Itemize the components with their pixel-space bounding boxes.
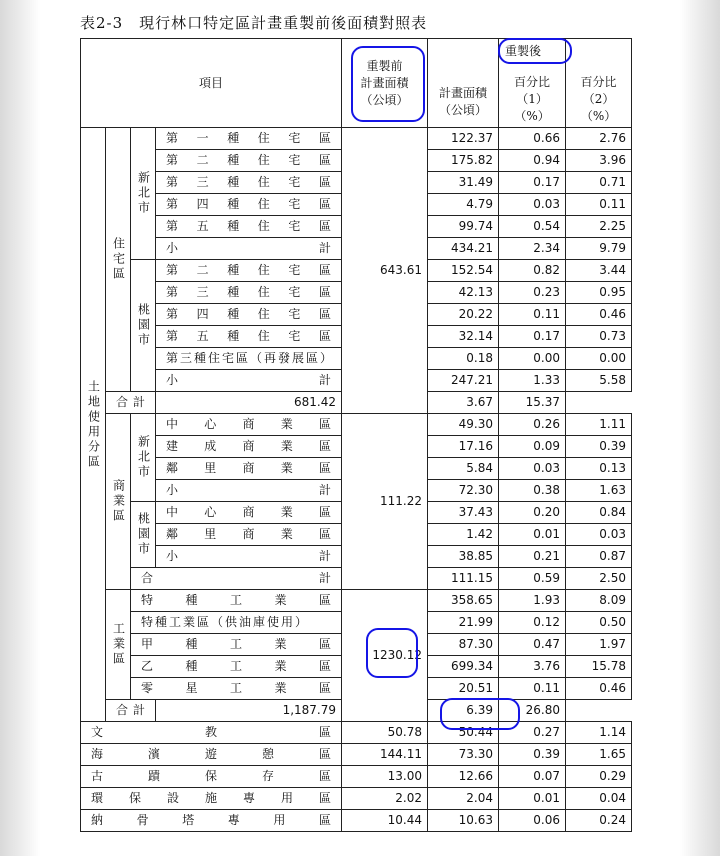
row-label (81, 744, 342, 766)
after-area: 1.42 (428, 524, 499, 546)
after-area: 247.21 (428, 370, 499, 392)
header-pct2 (566, 39, 632, 128)
after-area: 4.79 (428, 194, 499, 216)
group-industrial (106, 590, 131, 700)
percent-2: 1.11 (566, 414, 632, 436)
header-after-title: 重製後 (505, 44, 542, 58)
after-area: 2.04 (428, 788, 499, 810)
after-area: 111.15 (428, 568, 499, 590)
group-residential-text: 住宅區 (111, 237, 126, 282)
row-label-text: 小 計 (166, 241, 332, 255)
percent-2: 2.50 (566, 568, 632, 590)
header-before (342, 39, 428, 128)
percent-2: 0.00 (566, 348, 632, 370)
table-caption: 表2-3 現行林口特定區計畫重製前後面積對照表 (80, 14, 428, 32)
row-label (156, 172, 342, 194)
area-comparison-table (80, 38, 632, 832)
percent-1: 1.33 (499, 370, 566, 392)
percent-2: 0.87 (566, 546, 632, 568)
after-area: 72.30 (428, 480, 499, 502)
row-label (156, 370, 342, 392)
before-commercial: 111.22 (342, 414, 428, 590)
header-pct2-index: （2） (582, 92, 615, 106)
row-label (106, 392, 156, 414)
row-label-text: 小 計 (166, 483, 332, 497)
row-label-text: 小 計 (166, 549, 332, 563)
row-label-text: 第 一 種 住 宅 區 (166, 131, 331, 145)
after-area: 38.85 (428, 546, 499, 568)
after-area: 358.65 (428, 590, 499, 612)
percent-2: 8.09 (566, 590, 632, 612)
row-label (156, 304, 342, 326)
group-land-use-text: 土地使用分區 (86, 379, 101, 470)
header-pct2-label: 百分比 (580, 75, 617, 89)
row-label-text: 零 星 工 業 區 (141, 681, 332, 695)
percent-1: 0.06 (499, 810, 566, 832)
group-residential (106, 128, 131, 392)
row-label (81, 766, 342, 788)
row-label (156, 480, 342, 502)
row-label-text: 鄰 里 商 業 區 (166, 461, 332, 475)
row-label (156, 546, 342, 568)
percent-2: 0.95 (566, 282, 632, 304)
percent-1: 0.20 (499, 502, 566, 524)
header-pct1-unit: （%） (514, 109, 550, 123)
row-label (106, 700, 156, 722)
row-label-text: 第 五 種 住 宅 區 (166, 219, 331, 233)
percent-2: 26.80 (499, 700, 566, 722)
percent-2: 0.84 (566, 502, 632, 524)
row-label (131, 634, 342, 656)
header-item: 項目 (81, 39, 342, 128)
percent-2: 0.13 (566, 458, 632, 480)
percent-2: 0.03 (566, 524, 632, 546)
region-taoyuan-commercial (131, 502, 156, 568)
percent-1: 0.38 (499, 480, 566, 502)
percent-2: 1.97 (566, 634, 632, 656)
percent-2: 3.96 (566, 150, 632, 172)
row-label-text: 海 濱 遊 憩 區 (91, 747, 332, 761)
row-label-text: 環 保 設 施 專 用 區 (91, 791, 332, 805)
after-area: 681.42 (156, 392, 342, 414)
header-after (428, 39, 499, 128)
row-label (131, 656, 342, 678)
before-area: 144.11 (342, 744, 428, 766)
row-label-text: 古 蹟 保 存 區 (91, 769, 332, 783)
row-label (156, 524, 342, 546)
before-area: 10.44 (342, 810, 428, 832)
percent-1: 0.17 (499, 172, 566, 194)
percent-1: 0.59 (499, 568, 566, 590)
row-label-text: 第 四 種 住 宅 區 (166, 307, 331, 321)
after-area: 20.51 (428, 678, 499, 700)
table-row (81, 590, 632, 612)
row-label-text: 第 二 種 住 宅 區 (166, 263, 331, 277)
percent-2: 0.71 (566, 172, 632, 194)
percent-2: 15.78 (566, 656, 632, 678)
percent-1: 0.01 (499, 524, 566, 546)
row-label-text: 中 心 商 業 區 (166, 417, 332, 431)
percent-2: 0.39 (566, 436, 632, 458)
percent-2: 2.76 (566, 128, 632, 150)
percent-2: 1.65 (566, 744, 632, 766)
region-taoyuan-commercial-text: 桃園市 (136, 512, 151, 557)
after-area: 99.74 (428, 216, 499, 238)
row-label (156, 194, 342, 216)
percent-2: 9.79 (566, 238, 632, 260)
row-label (81, 788, 342, 810)
region-xinbei-residential (131, 128, 156, 260)
after-area: 122.37 (428, 128, 499, 150)
group-commercial (106, 414, 131, 590)
after-area: 699.34 (428, 656, 499, 678)
row-label-text: 第三種住宅區（再發展區） (166, 351, 335, 365)
row-label (156, 216, 342, 238)
after-area: 50.44 (428, 722, 499, 744)
row-label (156, 128, 342, 150)
row-label (156, 458, 342, 480)
row-label-text: 合 計 (116, 703, 145, 717)
group-commercial-text: 商業區 (111, 479, 126, 524)
percent-1: 0.01 (499, 788, 566, 810)
after-area: 175.82 (428, 150, 499, 172)
group-land-use (81, 128, 106, 722)
table-row (81, 788, 632, 810)
percent-1: 3.76 (499, 656, 566, 678)
row-label-text: 第 四 種 住 宅 區 (166, 197, 331, 211)
table-row (81, 744, 632, 766)
after-area: 5.84 (428, 458, 499, 480)
after-area: 1,187.79 (156, 700, 342, 722)
header-pct1-index: （1） (516, 92, 548, 106)
after-area: 20.22 (428, 304, 499, 326)
percent-2: 1.14 (566, 722, 632, 744)
region-xinbei-residential-text: 新北市 (136, 171, 151, 216)
before-residential: 643.61 (342, 128, 428, 414)
row-label (156, 348, 342, 370)
percent-1: 0.26 (499, 414, 566, 436)
row-label-text: 合 計 (116, 395, 145, 409)
after-area: 73.30 (428, 744, 499, 766)
row-label (131, 590, 342, 612)
row-label (156, 326, 342, 348)
after-area: 0.18 (428, 348, 499, 370)
row-label-text: 甲 種 工 業 區 (141, 637, 332, 651)
percent-1: 0.17 (499, 326, 566, 348)
percent-1: 2.34 (499, 238, 566, 260)
percent-1: 0.47 (499, 634, 566, 656)
table-row (81, 414, 632, 436)
after-area: 17.16 (428, 436, 499, 458)
percent-1: 0.12 (499, 612, 566, 634)
percent-2: 0.73 (566, 326, 632, 348)
percent-2: 0.46 (566, 678, 632, 700)
percent-1: 0.66 (499, 128, 566, 150)
percent-1: 0.07 (499, 766, 566, 788)
percent-2: 0.50 (566, 612, 632, 634)
row-label-text: 納 骨 塔 專 用 區 (91, 813, 331, 827)
row-label-text: 第 三 種 住 宅 區 (166, 285, 331, 299)
percent-1: 0.11 (499, 304, 566, 326)
row-label (131, 612, 342, 634)
percent-1: 0.11 (499, 678, 566, 700)
after-area: 152.54 (428, 260, 499, 282)
percent-1: 0.94 (499, 150, 566, 172)
table-row (81, 810, 632, 832)
after-area: 32.14 (428, 326, 499, 348)
percent-1: 0.27 (499, 722, 566, 744)
header-before-title: 重製前 (366, 58, 403, 73)
row-label (81, 810, 342, 832)
percent-1: 0.03 (499, 458, 566, 480)
row-label-text: 特 種 工 業 區 (141, 593, 332, 607)
row-label-text: 第 五 種 住 宅 區 (166, 329, 331, 343)
percent-2: 0.04 (566, 788, 632, 810)
after-area: 434.21 (428, 238, 499, 260)
region-taoyuan-residential (131, 260, 156, 392)
row-label (156, 260, 342, 282)
percent-2: 15.37 (499, 392, 566, 414)
percent-2: 1.63 (566, 480, 632, 502)
table-row (81, 128, 632, 150)
after-area: 87.30 (428, 634, 499, 656)
row-label (81, 722, 342, 744)
row-label-text: 文 教 區 (91, 725, 332, 739)
percent-1: 0.09 (499, 436, 566, 458)
percent-2: 3.44 (566, 260, 632, 282)
row-label-text: 建 成 商 業 區 (166, 439, 332, 453)
after-area: 42.13 (428, 282, 499, 304)
percent-1: 6.39 (428, 700, 499, 722)
region-xinbei-commercial-text: 新北市 (136, 435, 151, 480)
header-after-area: 計畫面積 (439, 86, 488, 100)
row-label (156, 436, 342, 458)
percent-1: 0.54 (499, 216, 566, 238)
row-label (156, 414, 342, 436)
row-label (131, 568, 342, 590)
row-label (131, 678, 342, 700)
header-before-unit: （公頃） (360, 92, 409, 107)
row-label (156, 282, 342, 304)
percent-2: 0.29 (566, 766, 632, 788)
percent-1: 1.93 (499, 590, 566, 612)
row-label (156, 150, 342, 172)
header-pct1-label: 百分比 (514, 75, 551, 89)
percent-2: 0.24 (566, 810, 632, 832)
percent-2: 0.46 (566, 304, 632, 326)
header-after-unit: （公頃） (439, 103, 488, 117)
after-area: 12.66 (428, 766, 499, 788)
after-area: 31.49 (428, 172, 499, 194)
row-label-text: 中 心 商 業 區 (166, 505, 332, 519)
before-area: 2.02 (342, 788, 428, 810)
row-label-text: 合 計 (141, 571, 332, 585)
percent-1: 0.82 (499, 260, 566, 282)
table-row (81, 766, 632, 788)
before-industrial: 1230.12 (342, 590, 428, 722)
row-label (156, 502, 342, 524)
row-label-text: 小 計 (166, 373, 332, 387)
row-label-text: 乙 種 工 業 區 (141, 659, 332, 673)
header-pct2-unit: （%） (580, 109, 617, 123)
after-area: 10.63 (428, 810, 499, 832)
after-area: 37.43 (428, 502, 499, 524)
region-xinbei-commercial (131, 414, 156, 502)
row-label-text: 鄰 里 商 業 區 (166, 527, 332, 541)
table-row (81, 722, 632, 744)
group-industrial-text: 工業區 (111, 622, 126, 667)
percent-2: 0.11 (566, 194, 632, 216)
percent-1: 0.03 (499, 194, 566, 216)
row-label-text: 特種工業區（供油庫使用） (141, 615, 310, 629)
after-area: 21.99 (428, 612, 499, 634)
percent-1: 0.39 (499, 744, 566, 766)
row-label (156, 238, 342, 260)
percent-1: 0.23 (499, 282, 566, 304)
row-label-text: 第 二 種 住 宅 區 (166, 153, 331, 167)
row-label-text: 第 三 種 住 宅 區 (166, 175, 331, 189)
percent-1: 0.21 (499, 546, 566, 568)
header-row (81, 39, 632, 128)
after-area: 49.30 (428, 414, 499, 436)
before-area: 13.00 (342, 766, 428, 788)
header-before-area: 計畫面積 (360, 75, 409, 90)
percent-1: 0.00 (499, 348, 566, 370)
percent-2: 2.25 (566, 216, 632, 238)
percent-1: 3.67 (428, 392, 499, 414)
region-taoyuan-residential-text: 桃園市 (136, 303, 151, 348)
before-area: 50.78 (342, 722, 428, 744)
percent-2: 5.58 (566, 370, 632, 392)
